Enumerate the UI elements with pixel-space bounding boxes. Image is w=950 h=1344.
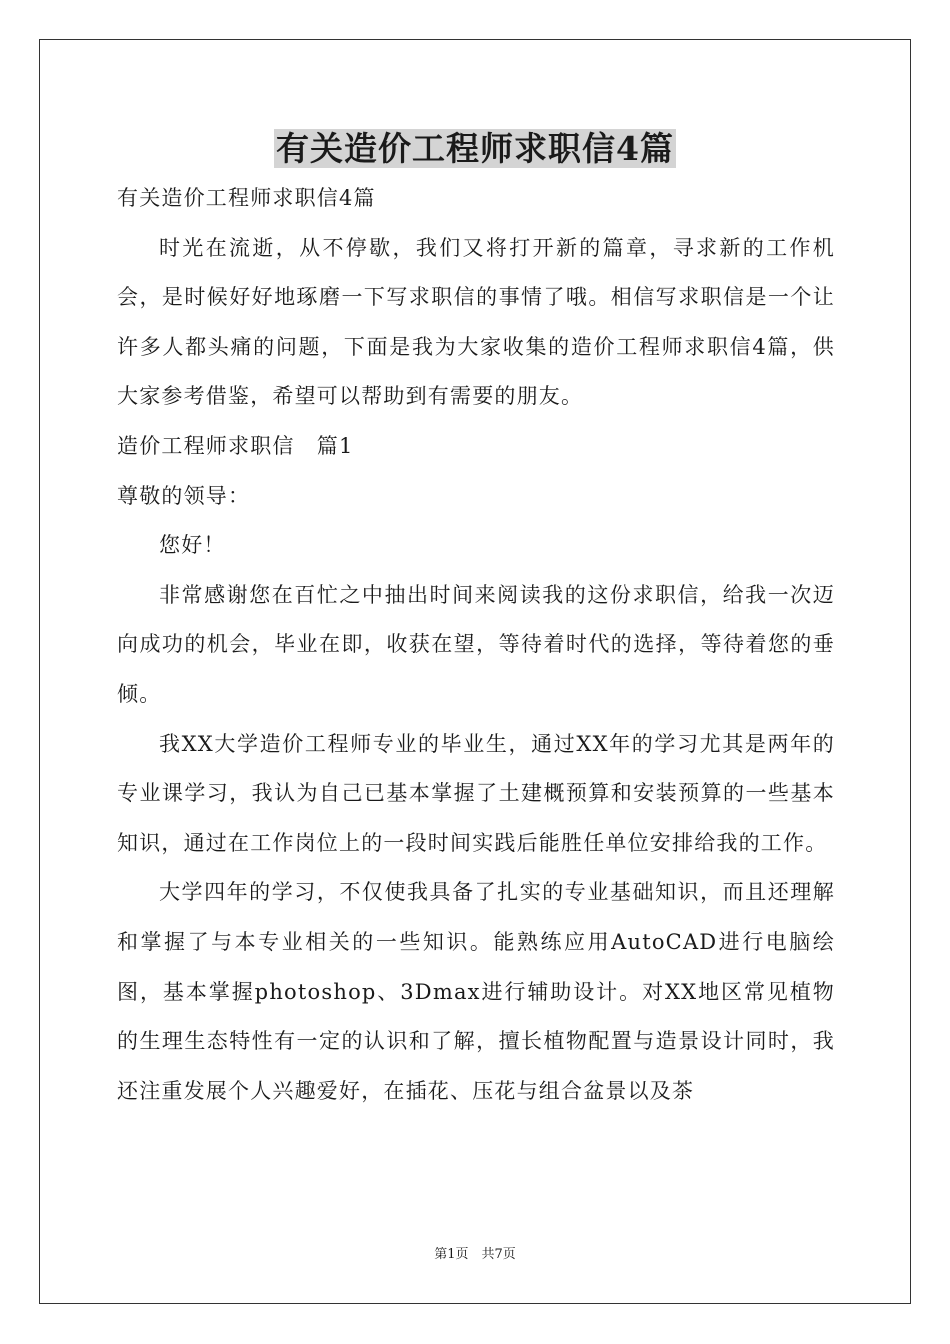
document-title-text: 有关造价工程师求职信4篇	[276, 129, 674, 168]
document-title	[0, 124, 950, 174]
body-paragraph: 大学四年的学习，不仅使我具备了扎实的专业基础知识，而且还理解和掌握了与本专业相关的一些知识。能熟练应用AutoCAD进行电脑绘图，基本掌握photoshop、3Dmax进行辅助设计。对XX地区常见植物的生理生态特性有一定的认识和了解，擅长植物配置与造景设计同时，我还注重发展个人兴趣爱好，在插花、压花与组合盆景以及茶	[117, 880, 835, 1103]
body-paragraph: 有关造价工程师求职信4篇	[117, 186, 376, 210]
section-heading: 造价工程师求职信 篇1	[117, 433, 354, 458]
document-body	[117, 174, 835, 1116]
greeting: 您好！	[159, 533, 226, 558]
body-paragraph: 非常感谢您在百忙之中抽出时间来阅读我的这份求职信，给我一次迈向成功的机会，毕业在即，收获在望，等待着时代的选择，等待着您的垂倾。	[117, 582, 835, 706]
page-number: 第1页 共7页	[434, 1247, 516, 1262]
body-paragraph: 我XX大学造价工程师专业的毕业生，通过XX年的学习尤其是两年的专业课学习，我认为自己已基本掌握了土建概预算和安装预算的一些基本知识，通过在工作岗位上的一段时间实践后能胜任单位安排给我的工作。	[117, 731, 835, 855]
body-paragraph: 时光在流逝，从不停歇，我们又将打开新的篇章，寻求新的工作机会，是时候好好地琢磨一下写求职信的事情了哦。相信写求职信是一个让许多人都头痛的问题，下面是我为大家收集的造价工程师求职信4篇，供大家参考借鉴，希望可以帮助到有需要的朋友。	[117, 235, 835, 409]
page-footer	[0, 1245, 950, 1265]
salutation: 尊敬的领导：	[117, 483, 251, 508]
